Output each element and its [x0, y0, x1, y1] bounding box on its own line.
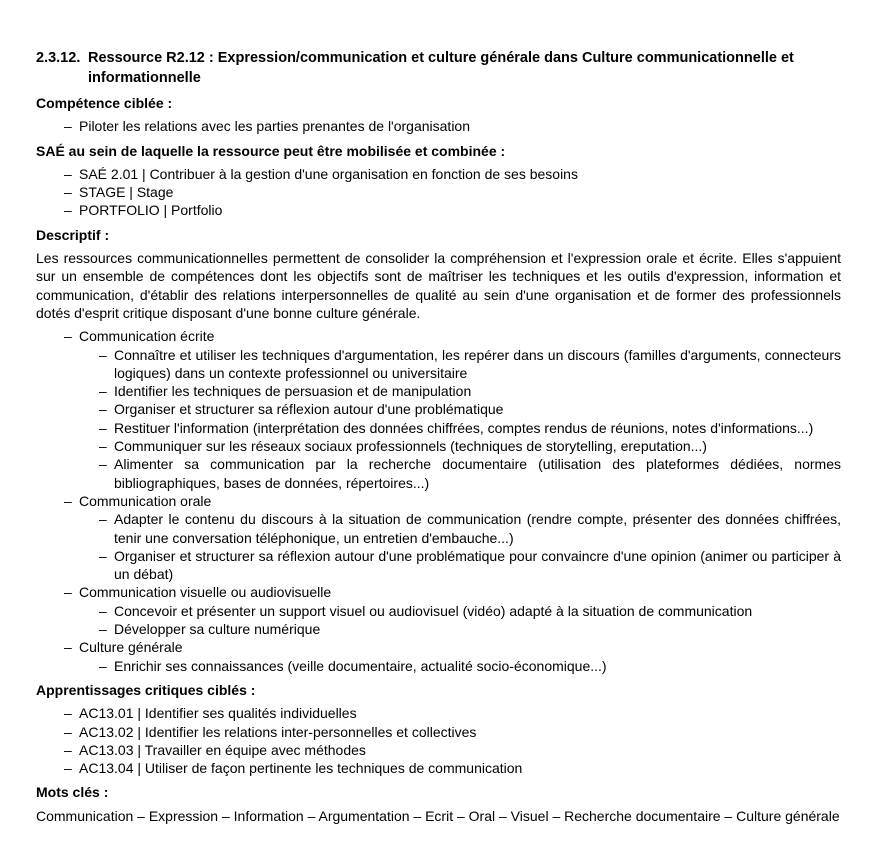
subtopic-item: [36, 620, 841, 638]
descriptif-label: Descriptif :: [36, 226, 110, 243]
section-title: Ressource R2.12 : Expression/communication et culture générale dans Culture communicationnelle et informationnelle: [88, 50, 794, 86]
topic-item: [36, 492, 841, 510]
item-text: Organiser et structurer sa réflexion autour d'une problématique: [114, 401, 504, 418]
subtopic-item: [36, 382, 841, 400]
topic-label: Communication orale: [79, 492, 212, 509]
item-text: Alimenter sa communication par la recherche documentaire (utilisation des plateformes dédiées, normes bibliographiques, bases de données, répertoires...): [114, 456, 841, 491]
bullet-dash: –: [64, 492, 72, 509]
bullet-dash: –: [99, 657, 107, 674]
bullet-dash: –: [99, 438, 107, 455]
bullet-dash: –: [64, 760, 72, 777]
bullet-dash: –: [99, 401, 107, 418]
list-item: [36, 759, 841, 777]
apprentissages-list: [36, 704, 841, 777]
list-item: [36, 723, 841, 741]
mots-cles-value: Communication – Expression – Information – Argumentation – Ecrit – Oral – Visuel – Recherche documentaire – Culture générale: [36, 807, 840, 824]
bullet-dash: –: [64, 639, 72, 656]
item-text: AC13.04 | Utiliser de façon pertinente les techniques de communication: [79, 760, 523, 777]
item-text: Développer sa culture numérique: [114, 621, 321, 638]
topic-label: Communication écrite: [79, 328, 215, 345]
subtopic-item: [36, 346, 841, 383]
list-item: [36, 741, 841, 759]
sae-list: [36, 165, 841, 220]
bullet-dash: –: [64, 118, 72, 135]
item-text: Communiquer sur les réseaux sociaux professionnels (techniques de storytelling, ereputation...): [114, 438, 707, 455]
bullet-dash: –: [64, 741, 72, 758]
item-text: AC13.03 | Travailler en équipe avec méthodes: [79, 741, 366, 758]
subtopic-item: [36, 602, 841, 620]
descriptif-topics-list: [36, 327, 841, 675]
mots-cles-label: Mots clés :: [36, 784, 109, 801]
list-item: [36, 165, 841, 183]
bullet-dash: –: [99, 621, 107, 638]
bullet-dash: –: [64, 723, 72, 740]
bullet-dash: –: [99, 419, 107, 436]
item-text: AC13.01 | Identifier ses qualités individuelles: [79, 705, 357, 722]
bullet-dash: –: [99, 547, 107, 564]
topic-label: Communication visuelle ou audiovisuelle: [79, 584, 332, 601]
bullet-dash: –: [99, 511, 107, 528]
item-text: Piloter les relations avec les parties prenantes de l'organisation: [79, 118, 471, 135]
bullet-dash: –: [64, 584, 72, 601]
bullet-dash: –: [99, 602, 107, 619]
subtopic-item: [36, 419, 841, 437]
section-heading: [36, 48, 841, 88]
bullet-dash: –: [64, 705, 72, 722]
item-text: STAGE | Stage: [79, 184, 174, 201]
bullet-dash: –: [99, 383, 107, 400]
subtopic-item: [36, 400, 841, 418]
item-text: AC13.02 | Identifier les relations inter-personnelles et collectives: [79, 723, 477, 740]
item-text: Enrichir ses connaissances (veille documentaire, actualité socio-économique...): [114, 657, 607, 674]
subtopic-item: [36, 547, 841, 584]
bullet-dash: –: [64, 184, 72, 201]
subtopic-item: [36, 437, 841, 455]
subtopic-item: [36, 510, 841, 547]
item-text: Concevoir et présenter un support visuel ou audiovisuel (vidéo) adapté à la situation de communication: [114, 602, 753, 619]
item-text: Identifier les techniques de persuasion et de manipulation: [114, 383, 472, 400]
bullet-dash: –: [64, 328, 72, 345]
list-item: [36, 183, 841, 201]
descriptif-paragraph: Les ressources communicationnelles permettent de consolider la compréhension et l'expression orale et écrite. Elles s'appuient sur un ensemble de compétences dont les objectifs sont de maîtriser les techniques et les outils d'expression, information et communication, d'établir des relations interpersonnelles de qualité au sein d'une organisation et de former des professionnels dotés d'esprit critique disposant d'une bonne culture générale.: [36, 250, 841, 321]
item-text: PORTFOLIO | Portfolio: [79, 202, 223, 219]
topic-item: [36, 638, 841, 656]
topic-item: [36, 327, 841, 345]
competence-list: [36, 117, 841, 135]
item-text: Organiser et structurer sa réflexion autour d'une problématique pour convaincre d'une opinion (animer ou participer à un débat): [114, 547, 841, 583]
bullet-dash: –: [99, 456, 107, 473]
bullet-dash: –: [64, 165, 72, 182]
list-item: [36, 117, 841, 135]
list-item: [36, 704, 841, 722]
item-text: Restituer l'information (interprétation des données chiffrées, comptes rendus de réunions, notes d'informations...): [114, 419, 814, 436]
apprentissages-label: Apprentissages critiques ciblés :: [36, 681, 256, 698]
bullet-dash: –: [64, 202, 72, 219]
topic-item: [36, 583, 841, 601]
subtopic-item: [36, 455, 841, 492]
bullet-dash: –: [99, 346, 107, 363]
sae-label: SAÉ au sein de laquelle la ressource peut être mobilisée et combinée :: [36, 142, 506, 159]
item-text: Connaître et utiliser les techniques d'argumentation, les repérer dans un discours (familles d'arguments, connecteurs logiques) dans un contexte professionnel ou universitaire: [114, 346, 841, 381]
section-number: 2.3.12.: [36, 50, 81, 66]
item-text: SAÉ 2.01 | Contribuer à la gestion d'une organisation en fonction de ses besoins: [79, 165, 578, 182]
subtopic-item: [36, 657, 841, 675]
competence-label: Compétence ciblée :: [36, 95, 173, 111]
topic-label: Culture générale: [79, 639, 183, 656]
item-text: Adapter le contenu du discours à la situation de communication (rendre compte, présenter des données chiffrées, tenir une conversation téléphonique, un entretien d'embauche...): [114, 511, 841, 546]
list-item: [36, 201, 841, 219]
